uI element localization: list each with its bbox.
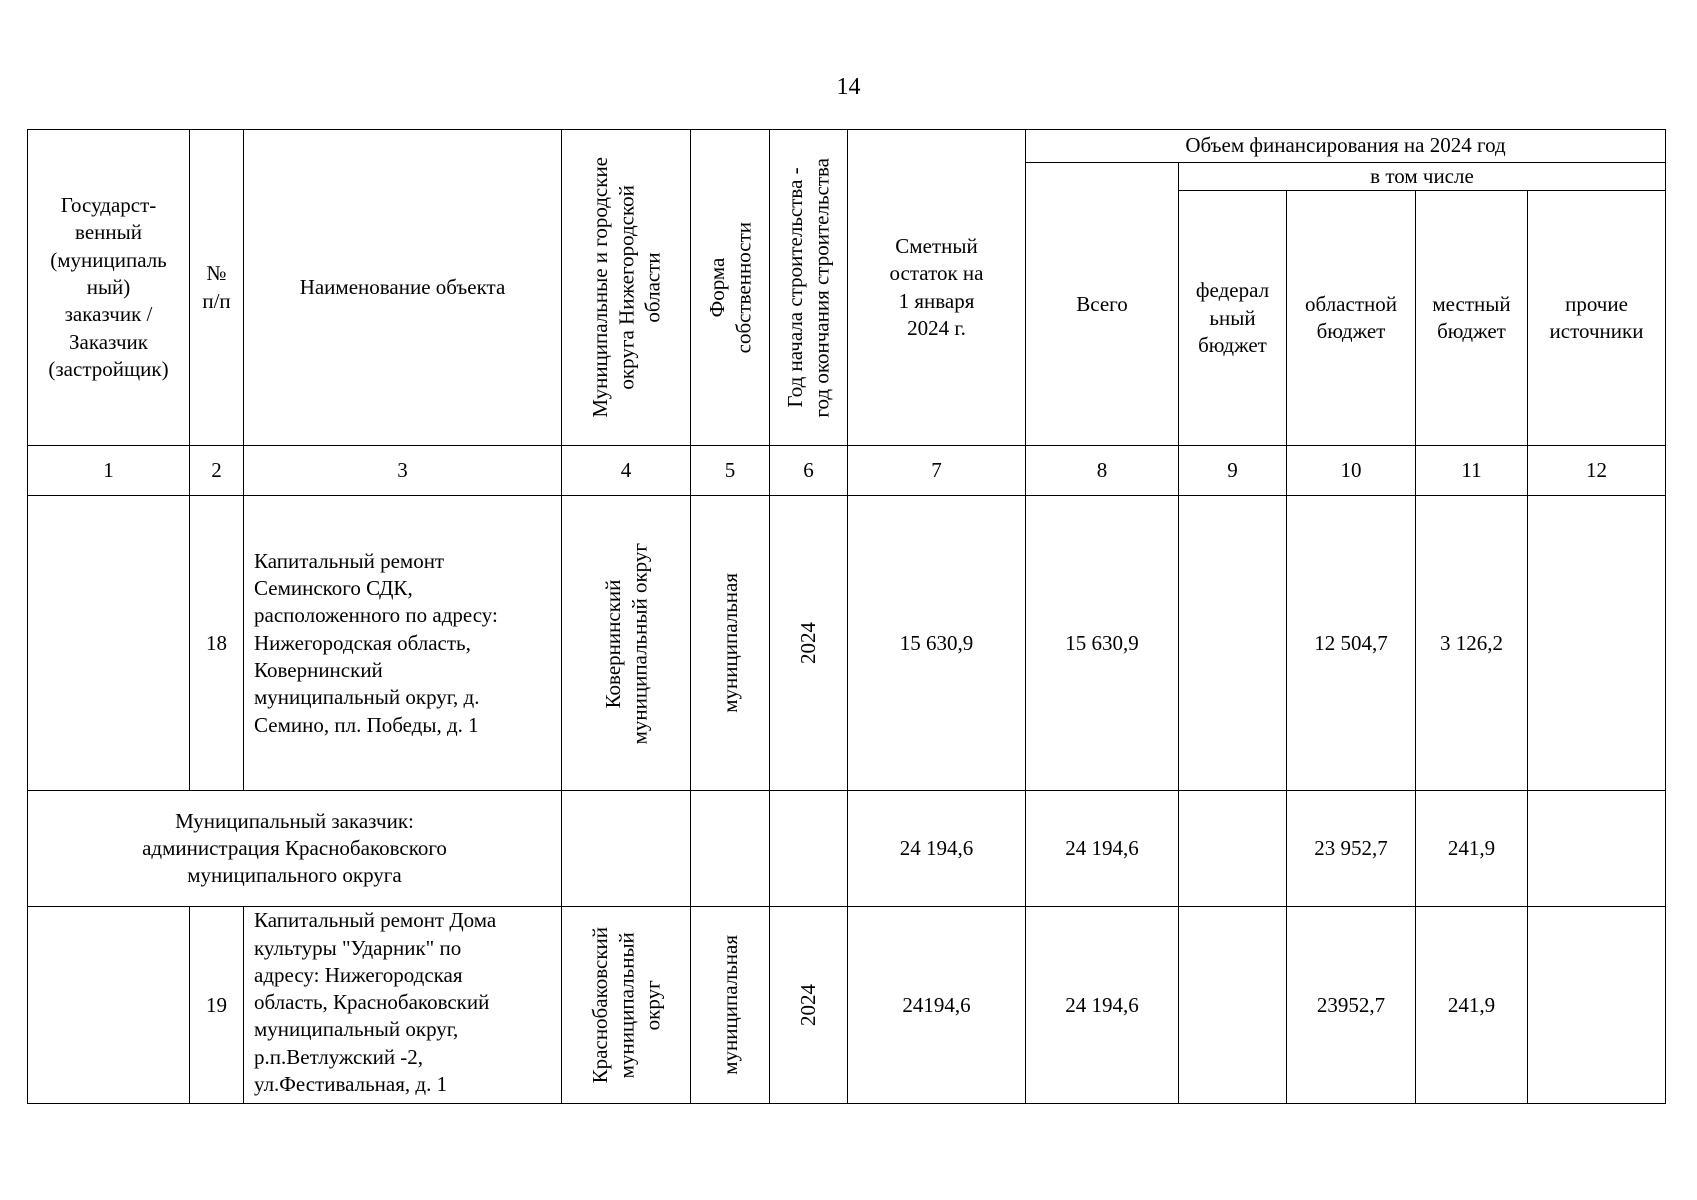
- local: 241,9: [1416, 791, 1528, 907]
- object-name: Капитальный ремонт Семинского СДК, расположенного по адресу: Нижегородская область, Ковернинский муниципальный округ, д. Семино, пл. Победы, д. 1: [244, 496, 562, 791]
- column-numbers-row: [28, 446, 1666, 496]
- regional: 23952,7: [1287, 907, 1416, 1104]
- row-number: 18: [190, 496, 244, 791]
- federal: [1179, 791, 1287, 907]
- header-local: местный бюджет: [1416, 191, 1528, 446]
- object-name: Капитальный ремонт Дома культуры "Ударник" по адресу: Нижегородская область, Краснобаковский муниципальный округ, р.п.Ветлужский -2, ул.Фестивальная, д. 1: [244, 907, 562, 1104]
- federal: [1179, 907, 1287, 1104]
- years: 2024: [770, 907, 848, 1104]
- total: 15 630,9: [1026, 496, 1179, 791]
- page-number: 14: [836, 74, 861, 100]
- local: 241,9: [1416, 907, 1528, 1104]
- col-number: 1: [28, 446, 190, 496]
- district: Краснобаковский муниципальный округ: [562, 907, 691, 1104]
- other: [1528, 496, 1666, 791]
- col-number: 10: [1287, 446, 1416, 496]
- header-federal: федерал ьный бюджет: [1179, 191, 1287, 446]
- col-number: 11: [1416, 446, 1528, 496]
- customer-cell: [28, 907, 190, 1104]
- estimate: 24194,6: [848, 907, 1026, 1104]
- regional: 23 952,7: [1287, 791, 1416, 907]
- col-number: 4: [562, 446, 691, 496]
- local: 3 126,2: [1416, 496, 1528, 791]
- ownership: [691, 791, 770, 907]
- total: 24 194,6: [1026, 791, 1179, 907]
- header-years: Год начала строительства - год окончания строительства: [770, 130, 848, 446]
- years: 2024: [770, 496, 848, 791]
- header-regional: областной бюджет: [1287, 191, 1416, 446]
- col-number: 12: [1528, 446, 1666, 496]
- ownership: муниципальная: [691, 907, 770, 1104]
- years: [770, 791, 848, 907]
- financing-table: [27, 129, 1666, 1104]
- header-financing: Объем финансирования на 2024 год: [1026, 130, 1666, 163]
- col-number: 6: [770, 446, 848, 496]
- district: Ковернинский муниципальный округ: [562, 496, 691, 791]
- other: [1528, 907, 1666, 1104]
- district: [562, 791, 691, 907]
- header-municipal: Муниципальные и городские округа Нижегородской области: [562, 130, 691, 446]
- col-number: 8: [1026, 446, 1179, 496]
- col-number: 2: [190, 446, 244, 496]
- header-including: в том числе: [1179, 163, 1666, 191]
- table-row-18: [28, 496, 1666, 791]
- header-customer: Государст- венный (муниципаль ный) заказчик / Заказчик (застройщик): [28, 130, 190, 446]
- ownership: муниципальная: [691, 496, 770, 791]
- col-number: 3: [244, 446, 562, 496]
- other: [1528, 791, 1666, 907]
- col-number: 9: [1179, 446, 1287, 496]
- header-total: Всего: [1026, 163, 1179, 446]
- col-number: 5: [691, 446, 770, 496]
- estimate: 15 630,9: [848, 496, 1026, 791]
- customer-cell: [28, 496, 190, 791]
- total: 24 194,6: [1026, 907, 1179, 1104]
- row-number: 19: [190, 907, 244, 1104]
- customer-group-title: Муниципальный заказчик: администрация Краснобаковского муниципального округа: [28, 791, 562, 907]
- regional: 12 504,7: [1287, 496, 1416, 791]
- header-ownership: Форма собственности: [691, 130, 770, 446]
- estimate: 24 194,6: [848, 791, 1026, 907]
- customer-group-row: [28, 791, 1666, 907]
- header-num: № п/п: [190, 130, 244, 446]
- header-estimate: Сметный остаток на 1 января 2024 г.: [848, 130, 1026, 446]
- col-number: 7: [848, 446, 1026, 496]
- header-object-name: Наименование объекта: [244, 130, 562, 446]
- federal: [1179, 496, 1287, 791]
- table-row-19: [28, 907, 1666, 1104]
- header-other: прочие источники: [1528, 191, 1666, 446]
